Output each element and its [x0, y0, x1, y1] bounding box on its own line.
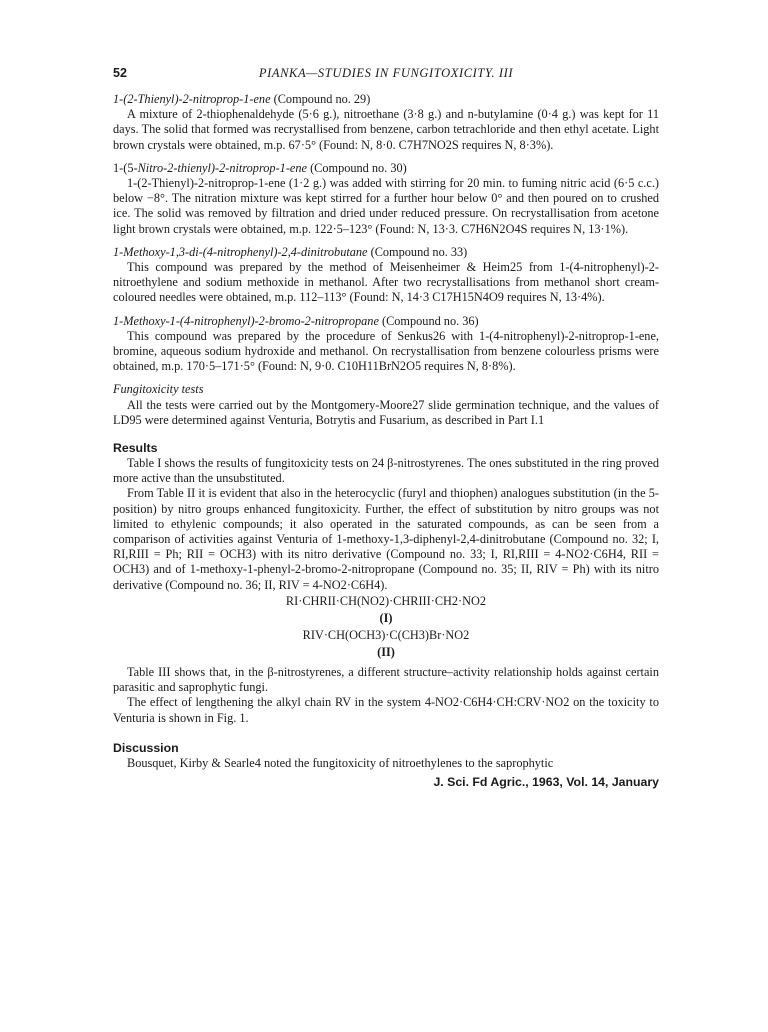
discussion-heading: Discussion — [113, 740, 179, 755]
page-header — [113, 66, 659, 86]
formula-2-label: (II) — [377, 644, 395, 659]
results-paragraph-1: Table I shows the results of fungitoxicity tests on 24 β-nitrostyrenes. The ones substituted in the ring proved more active than the unsubstituted. — [113, 456, 659, 486]
results-heading: Results — [113, 441, 158, 456]
compound-30-body: 1-(2-Thienyl)-2-nitroprop-1-ene (1·2 g.) was added with stirring for 20 min. to fuming nitric acid (6·5 c.c.) below −8°. The nitration mixture was kept stirred for a further hour below 0° and then poured on to crushed ice. The solid was removed by filtration and dried under reduced pressure. On recrystallisation from acetone light brown crystals were obtained, m.p. 122·5–123° (Found: N, 13·3. C7H6N2O4S requires N, 13·1%). — [113, 176, 659, 236]
page-number: 52 — [113, 66, 127, 80]
compound-30-prefix: 1-(5- — [113, 160, 138, 175]
journal-citation-footer: J. Sci. Fd Agric., 1963, Vol. 14, January — [433, 774, 659, 789]
fungitoxicity-heading: Fungitoxicity tests — [113, 382, 204, 397]
compound-33-name: 1-Methoxy-1,3-di-(4-nitrophenyl)-2,4-dinitrobutane — [113, 244, 368, 259]
compound-30-title — [113, 161, 659, 176]
compound-33-body: This compound was prepared by the method of Meisenheimer & Heim25 from 1-(4-nitrophenyl)-2-nitroethylene and sodium methoxide in methanol. After two recrystallisations from methanol short cream-coloured needles were obtained, m.p. 112–113° (Found: N, 14·3 C17H15N4O9 requires N, 13·4%). — [113, 260, 659, 305]
compound-29-title — [113, 92, 659, 107]
compound-30-number: (Compound no. 30) — [310, 160, 407, 175]
results-paragraph-3: Table III shows that, in the β-nitrostyrenes, a different structure–activity relationship holds against certain parasitic and saprophytic fungi. — [113, 664, 659, 695]
results-paragraph-2: From Table II it is evident that also in the heterocyclic (furyl and thiophen) analogues substitution (in the 5-position) by nitro groups enhanced fungitoxicity. Further, the effect of substitution by nitro groups was not limited to ethylenic compounds; it also operated in the saturated compounds, as can be seen from a comparison of activities against Venturia of 1-methoxy-1,3-diphenyl-2,4-dinitrobutane (Compound no. 32; I, RI,RIII = Ph; RII = OCH3) with its nitro derivative (Compound no. 33; I, RI,RIII = 4-NO2·C6H4, RII = OCH3) and of 1-methoxy-1-phenyl-2-bromo-2-nitropropane (Compound no. 35; II, RIV = Ph) with its nitro derivative (Compound no. 36; II, RIV = 4-NO2·C6H4). — [113, 486, 659, 592]
compound-30-name: Nitro-2-thienyl)-2-nitroprop-1-ene — [137, 160, 307, 175]
compound-33-title — [113, 245, 659, 260]
journal-page — [113, 66, 659, 789]
formula-1: RI·CHRII·CH(NO2)·CHRIII·CH2·NO2 — [285, 593, 487, 608]
running-title: PIANKA—STUDIES IN FUNGITOXICITY. III — [258, 66, 514, 80]
compound-36-name: 1-Methoxy-1-(4-nitrophenyl)-2-bromo-2-nitropropane — [113, 313, 379, 328]
compound-36-number: (Compound no. 36) — [381, 313, 479, 328]
compound-36-body: This compound was prepared by the procedure of Senkus26 with 1-(4-nitrophenyl)-2-nitroprop-1-ene, bromine, aqueous sodium hydroxide and methanol. On recrystallisation from benzene colourless prisms were obtained, m.p. 170·5–171·5° (Found: N, 9·0. C10H11BrN2O5 requires N, 8·8%). — [113, 328, 659, 374]
formula-2: RIV·CH(OCH3)·C(CH3)Br·NO2 — [302, 627, 470, 642]
compound-29-number: (Compound no. 29) — [273, 92, 371, 106]
formula-1-label: (I) — [379, 610, 393, 625]
compound-29-name: 1-(2-Thienyl)-2-nitroprop-1-ene — [113, 92, 271, 106]
compound-33-number: (Compound no. 33) — [370, 244, 468, 259]
fungitoxicity-body: All the tests were carried out by the Montgomery-Moore27 slide germination technique, and the values of LD95 were determined against Venturia, Botrytis and Fusarium, as described in Part I.1 — [113, 397, 659, 427]
discussion-paragraph-1: Bousquet, Kirby & Searle4 noted the fungitoxicity of nitroethylenes to the saprophytic — [127, 755, 554, 770]
results-paragraph-4: The effect of lengthening the alkyl chain RV in the system 4-NO2·C6H4·CH:CRV·NO2 on the toxicity to Venturia is shown in Fig. 1. — [113, 695, 659, 725]
compound-29-body: A mixture of 2-thiophenaldehyde (5·6 g.), nitroethane (3·8 g.) and n-butylamine (0·4 g.) was kept for 11 days. The solid that formed was recrystallised from benzene, carbon tetrachloride and then ethyl acetate. Light brown crystals were obtained, m.p. 67·5° (Found: N, 8·0. C7H7NO2S requires N, 8·3%). — [113, 107, 659, 152]
compound-36-title — [113, 314, 659, 329]
